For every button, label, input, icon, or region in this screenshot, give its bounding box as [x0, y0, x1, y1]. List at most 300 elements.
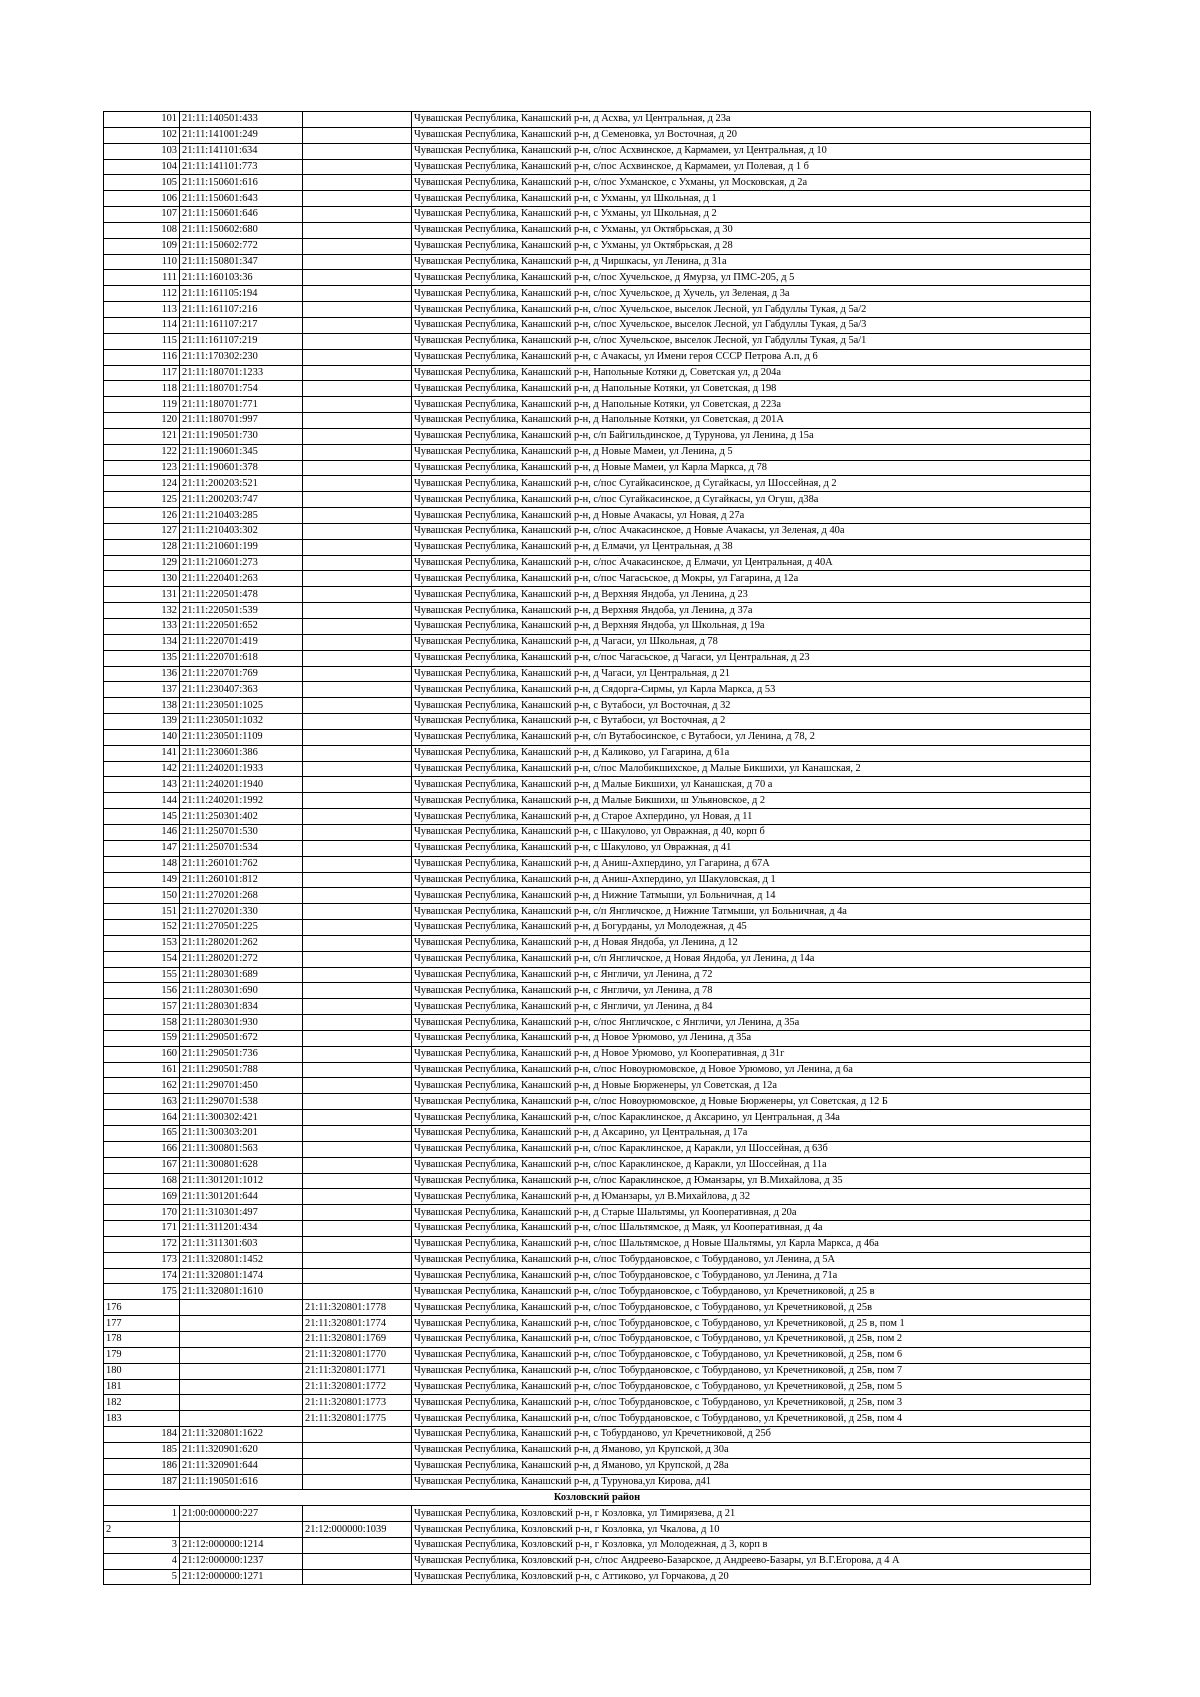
address: Чувашская Республика, Канашский р-н, д Чагаси, ул Школьная, д 78 — [412, 634, 1091, 650]
cadastral-number-secondary — [303, 381, 412, 397]
registry-table — [103, 111, 1091, 1585]
cadastral-number: 21:11:161105:194 — [180, 286, 303, 302]
table-row — [104, 207, 1091, 223]
table-row — [104, 840, 1091, 856]
address: Чувашская Республика, Канашский р-н, с Ухманы, ул Школьная, д 2 — [412, 207, 1091, 223]
table-row — [104, 1379, 1091, 1395]
row-number: 3 — [104, 1537, 180, 1553]
table-row — [104, 650, 1091, 666]
cadastral-number-secondary — [303, 397, 412, 413]
address: Чувашская Республика, Канашский р-н, с/пос Чагасьское, д Мокры, ул Гагарина, д 12а — [412, 571, 1091, 587]
address: Чувашская Республика, Канашский р-н, д Новые Мамеи, ул Карла Маркса, д 78 — [412, 460, 1091, 476]
cadastral-number — [180, 1300, 303, 1316]
cadastral-number-secondary — [303, 207, 412, 223]
cadastral-number: 21:11:270201:330 — [180, 904, 303, 920]
row-number: 136 — [104, 666, 180, 682]
row-number: 169 — [104, 1189, 180, 1205]
address: Чувашская Республика, Канашский р-н, с Янгличи, ул Ленина, д 84 — [412, 999, 1091, 1015]
address: Чувашская Республика, Канашский р-н, д Напольные Котяки, ул Советская, д 201А — [412, 413, 1091, 429]
cadastral-number-secondary — [303, 698, 412, 714]
table-row — [104, 349, 1091, 365]
address: Чувашская Республика, Канашский р-н, с/пос Тобурдановское, с Тобурданово, ул Кречетниковой, д 25в, пом 7 — [412, 1363, 1091, 1379]
cadastral-number: 21:11:320801:1452 — [180, 1252, 303, 1268]
table-row — [104, 904, 1091, 920]
cadastral-number-secondary — [303, 444, 412, 460]
cadastral-number: 21:11:161107:216 — [180, 302, 303, 318]
table-row — [104, 222, 1091, 238]
cadastral-number-secondary: 21:11:320801:1772 — [303, 1379, 412, 1395]
address: Чувашская Республика, Козловский р-н, г Козловка, ул Молодежная, д 3, корп в — [412, 1537, 1091, 1553]
table-row — [104, 413, 1091, 429]
address: Чувашская Республика, Канашский р-н, с Ухманы, ул Школьная, д 1 — [412, 191, 1091, 207]
address: Чувашская Республика, Канашский р-н, д Аксарино, ул Центральная, д 17а — [412, 1126, 1091, 1142]
address: Чувашская Республика, Канашский р-н, с Янгличи, ул Ленина, д 78 — [412, 983, 1091, 999]
row-number: 161 — [104, 1062, 180, 1078]
cadastral-number-secondary — [303, 745, 412, 761]
address: Чувашская Республика, Канашский р-н, с/пос Тобурдановское, с Тобурданово, ул Ленина, д 71а — [412, 1268, 1091, 1284]
table-row — [104, 793, 1091, 809]
cadastral-number: 21:11:160103:36 — [180, 270, 303, 286]
row-number: 152 — [104, 920, 180, 936]
table-row — [104, 270, 1091, 286]
address: Чувашская Республика, Канашский р-н, с/пос Тобурдановское, с Тобурданово, ул Кречетниковой, д 25в, пом 5 — [412, 1379, 1091, 1395]
address: Чувашская Республика, Канашский р-н, с Ухманы, ул Октябрьская, д 28 — [412, 238, 1091, 254]
cadastral-number: 21:11:240201:1933 — [180, 761, 303, 777]
cadastral-number: 21:11:230407:363 — [180, 682, 303, 698]
table-row — [104, 1015, 1091, 1031]
cadastral-number-secondary — [303, 1078, 412, 1094]
table-row — [104, 714, 1091, 730]
address: Чувашская Республика, Канашский р-н, с/пос Новоурюмовское, д Новое Урюмово, ул Ленина, д 6а — [412, 1062, 1091, 1078]
address: Чувашская Республика, Канашский р-н, с/пос Тобурдановское, с Тобурданово, ул Кречетниковой, д 25в — [412, 1300, 1091, 1316]
address: Чувашская Республика, Канашский р-н, д Малые Бикшихи, ш Ульяновское, д 2 — [412, 793, 1091, 809]
address: Чувашская Республика, Канашский р-н, с/пос Тобурдановское, с Тобурданово, ул Кречетниковой, д 25в, пом 4 — [412, 1411, 1091, 1427]
table-row — [104, 397, 1091, 413]
row-number: 115 — [104, 333, 180, 349]
row-number: 126 — [104, 508, 180, 524]
address: Чувашская Республика, Канашский р-н, д Старое Ахпердино, ул Новая, д 11 — [412, 809, 1091, 825]
row-number: 111 — [104, 270, 180, 286]
cadastral-number-secondary — [303, 365, 412, 381]
cadastral-number: 21:11:270501:225 — [180, 920, 303, 936]
cadastral-number: 21:11:280301:690 — [180, 983, 303, 999]
table-row — [104, 603, 1091, 619]
cadastral-number: 21:11:141001:249 — [180, 127, 303, 143]
address: Чувашская Республика, Канашский р-н, с/пос Хучельское, д Хучель, ул Зеленая, д 3а — [412, 286, 1091, 302]
row-number: 149 — [104, 872, 180, 888]
table-row — [104, 729, 1091, 745]
cadastral-number: 21:11:300801:563 — [180, 1141, 303, 1157]
row-number: 131 — [104, 587, 180, 603]
cadastral-number: 21:11:210601:273 — [180, 555, 303, 571]
cadastral-number-secondary — [303, 1046, 412, 1062]
table-row — [104, 112, 1091, 128]
cadastral-number-secondary — [303, 1221, 412, 1237]
row-number: 105 — [104, 175, 180, 191]
cadastral-number: 21:11:220701:419 — [180, 634, 303, 650]
address: Чувашская Республика, Канашский р-н, с/пос Шальтямское, д Новые Шальтямы, ул Карла Маркса, д 46а — [412, 1236, 1091, 1252]
address: Чувашская Республика, Канашский р-н, д Аниш-Ахпердино, ул Гагарина, д 67А — [412, 856, 1091, 872]
cadastral-number: 21:11:311301:603 — [180, 1236, 303, 1252]
cadastral-number — [180, 1395, 303, 1411]
cadastral-number: 21:11:270201:268 — [180, 888, 303, 904]
cadastral-number-secondary — [303, 1062, 412, 1078]
row-number: 151 — [104, 904, 180, 920]
cadastral-number: 21:11:301201:644 — [180, 1189, 303, 1205]
row-number: 107 — [104, 207, 180, 223]
row-number: 106 — [104, 191, 180, 207]
table-row — [104, 1236, 1091, 1252]
cadastral-number-secondary — [303, 571, 412, 587]
row-number: 134 — [104, 634, 180, 650]
table-row — [104, 1569, 1091, 1585]
row-number: 163 — [104, 1094, 180, 1110]
cadastral-number: 21:11:161107:217 — [180, 317, 303, 333]
cadastral-number-secondary — [303, 1189, 412, 1205]
address: Чувашская Республика, Канашский р-н, д Новая Яндоба, ул Ленина, д 12 — [412, 935, 1091, 951]
cadastral-number: 21:11:200203:521 — [180, 476, 303, 492]
address: Чувашская Республика, Козловский р-н, с Аттиково, ул Горчакова, д 20 — [412, 1569, 1091, 1585]
cadastral-number-secondary — [303, 1126, 412, 1142]
cadastral-number-secondary — [303, 1268, 412, 1284]
cadastral-number: 21:11:150601:646 — [180, 207, 303, 223]
cadastral-number: 21:11:300303:201 — [180, 1126, 303, 1142]
cadastral-number: 21:11:150601:616 — [180, 175, 303, 191]
cadastral-number: 21:11:180701:771 — [180, 397, 303, 413]
table-row — [104, 1316, 1091, 1332]
cadastral-number-secondary — [303, 920, 412, 936]
row-number: 173 — [104, 1252, 180, 1268]
cadastral-number-secondary: 21:12:000000:1039 — [303, 1522, 412, 1538]
row-number: 185 — [104, 1442, 180, 1458]
row-number: 174 — [104, 1268, 180, 1284]
cadastral-number: 21:11:190601:345 — [180, 444, 303, 460]
row-number: 110 — [104, 254, 180, 270]
address: Чувашская Республика, Канашский р-н, с/п Янгличское, д Нижние Татмыши, ул Больничная, д 4а — [412, 904, 1091, 920]
cadastral-number: 21:11:280301:689 — [180, 967, 303, 983]
row-number: 156 — [104, 983, 180, 999]
cadastral-number: 21:11:320801:1610 — [180, 1284, 303, 1300]
cadastral-number-secondary — [303, 1284, 412, 1300]
address: Чувашская Республика, Канашский р-н, с/пос Караклинское, д Аксарино, ул Центральная, д 34а — [412, 1110, 1091, 1126]
row-number: 154 — [104, 951, 180, 967]
cadastral-number: 21:11:290501:736 — [180, 1046, 303, 1062]
address: Чувашская Республика, Канашский р-н, д Напольные Котяки, ул Советская, д 223а — [412, 397, 1091, 413]
address: Чувашская Республика, Канашский р-н, с Ачакасы, ул Имени героя СССР Петрова А.п, д 6 — [412, 349, 1091, 365]
row-number: 144 — [104, 793, 180, 809]
address: Чувашская Республика, Канашский р-н, д Верхняя Яндоба, ул Школьная, д 19а — [412, 619, 1091, 635]
cadastral-number-secondary — [303, 555, 412, 571]
cadastral-number-secondary — [303, 714, 412, 730]
row-number: 143 — [104, 777, 180, 793]
address: Чувашская Республика, Канашский р-н, с Янгличи, ул Ленина, д 72 — [412, 967, 1091, 983]
address: Чувашская Республика, Канашский р-н, с/пос Шальтямское, д Маяк, ул Кооперативная, д 4а — [412, 1221, 1091, 1237]
table-row — [104, 698, 1091, 714]
row-number: 109 — [104, 238, 180, 254]
table-row — [104, 286, 1091, 302]
cadastral-number: 21:11:250701:530 — [180, 824, 303, 840]
table-row — [104, 1078, 1091, 1094]
row-number: 104 — [104, 159, 180, 175]
cadastral-number-secondary — [303, 967, 412, 983]
address: Чувашская Республика, Канашский р-н, д Юманзары, ул В.Михайлова, д 32 — [412, 1189, 1091, 1205]
address: Чувашская Республика, Канашский р-н, д Семеновка, ул Восточная, д 20 — [412, 127, 1091, 143]
cadastral-number-secondary — [303, 539, 412, 555]
row-number: 118 — [104, 381, 180, 397]
cadastral-number-secondary — [303, 1506, 412, 1522]
row-number: 184 — [104, 1427, 180, 1443]
address: Чувашская Республика, Канашский р-н, д Турунова,ул Кирова, д41 — [412, 1474, 1091, 1490]
row-number: 133 — [104, 619, 180, 635]
row-number: 179 — [104, 1347, 180, 1363]
table-row — [104, 317, 1091, 333]
table-row — [104, 143, 1091, 159]
cadastral-number-secondary — [303, 1474, 412, 1490]
cadastral-number-secondary — [303, 1015, 412, 1031]
row-number: 117 — [104, 365, 180, 381]
cadastral-number: 21:11:280301:834 — [180, 999, 303, 1015]
cadastral-number: 21:11:180701:754 — [180, 381, 303, 397]
address: Чувашская Республика, Канашский р-н, д Верхняя Яндоба, ул Ленина, д 23 — [412, 587, 1091, 603]
address: Чувашская Республика, Канашский р-н, д Сядорга-Сирмы, ул Карла Маркса, д 53 — [412, 682, 1091, 698]
address: Чувашская Республика, Канашский р-н, с/пос Хучельское, д Ямурза, ул ПМС-205, д 5 — [412, 270, 1091, 286]
row-number: 158 — [104, 1015, 180, 1031]
cadastral-number-secondary — [303, 983, 412, 999]
row-number: 2 — [104, 1522, 180, 1538]
cadastral-number — [180, 1347, 303, 1363]
table-row — [104, 476, 1091, 492]
address: Чувашская Республика, Канашский р-н, с/пос Тобурдановское, с Тобурданово, ул Кречетниковой, д 25в, пом 3 — [412, 1395, 1091, 1411]
cadastral-number: 21:11:190501:616 — [180, 1474, 303, 1490]
table-row — [104, 1157, 1091, 1173]
cadastral-number: 21:11:210601:199 — [180, 539, 303, 555]
address: Чувашская Республика, Канашский р-н, с/пос Хучельское, выселок Лесной, ул Габдуллы Тукая, д 5а/2 — [412, 302, 1091, 318]
row-number: 122 — [104, 444, 180, 460]
cadastral-number-secondary — [303, 349, 412, 365]
address: Чувашская Республика, Канашский р-н, с/пос Тобурдановское, с Тобурданово, ул Кречетниковой, д 25в, пом 6 — [412, 1347, 1091, 1363]
table-row — [104, 1284, 1091, 1300]
cadastral-number: 21:11:311201:434 — [180, 1221, 303, 1237]
table-row — [104, 983, 1091, 999]
row-number: 182 — [104, 1395, 180, 1411]
table-row — [104, 761, 1091, 777]
address: Чувашская Республика, Канашский р-н, с/пос Хучельское, выселок Лесной, ул Габдуллы Тукая, д 5а/3 — [412, 317, 1091, 333]
cadastral-number-secondary — [303, 1030, 412, 1046]
cadastral-number: 21:11:290501:672 — [180, 1030, 303, 1046]
address: Чувашская Республика, Канашский р-н, д Елмачи, ул Центральная, д 38 — [412, 539, 1091, 555]
table-row — [104, 1141, 1091, 1157]
cadastral-number: 21:11:210403:285 — [180, 508, 303, 524]
cadastral-number-secondary — [303, 1458, 412, 1474]
cadastral-number-secondary — [303, 856, 412, 872]
cadastral-number — [180, 1331, 303, 1347]
cadastral-number: 21:11:230501:1109 — [180, 729, 303, 745]
row-number: 181 — [104, 1379, 180, 1395]
table-row — [104, 1030, 1091, 1046]
cadastral-number-secondary — [303, 1205, 412, 1221]
address: Чувашская Республика, Канашский р-н, с/п Байгильдинское, д Турунова, ул Ленина, д 15а — [412, 428, 1091, 444]
table-row — [104, 1300, 1091, 1316]
address: Чувашская Республика, Канашский р-н, с/пос Караклинское, д Каракли, ул Шоссейная, д 63б — [412, 1141, 1091, 1157]
table-row — [104, 999, 1091, 1015]
cadastral-number-secondary — [303, 1537, 412, 1553]
table-row — [104, 571, 1091, 587]
cadastral-number: 21:11:230601:386 — [180, 745, 303, 761]
row-number: 108 — [104, 222, 180, 238]
cadastral-number-secondary — [303, 840, 412, 856]
cadastral-number: 21:11:150602:772 — [180, 238, 303, 254]
row-number: 140 — [104, 729, 180, 745]
cadastral-number-secondary — [303, 951, 412, 967]
row-number: 145 — [104, 809, 180, 825]
address: Чувашская Республика, Канашский р-н, д Аниш-Ахпердино, ул Шакуловская, д 1 — [412, 872, 1091, 888]
cadastral-number-secondary — [303, 729, 412, 745]
address: Чувашская Республика, Канашский р-н, с/пос Сугайкасинское, д Сугайкасы, ул Шоссейная, д 2 — [412, 476, 1091, 492]
table-row — [104, 492, 1091, 508]
cadastral-number-secondary — [303, 1569, 412, 1585]
table-row — [104, 587, 1091, 603]
table-row — [104, 1268, 1091, 1284]
row-number: 113 — [104, 302, 180, 318]
row-number: 170 — [104, 1205, 180, 1221]
table-row — [104, 1173, 1091, 1189]
cadastral-number: 21:11:240201:1940 — [180, 777, 303, 793]
cadastral-number: 21:11:300302:421 — [180, 1110, 303, 1126]
section-heading-row — [104, 1490, 1091, 1506]
table-row — [104, 1474, 1091, 1490]
cadastral-number-secondary — [303, 191, 412, 207]
row-number: 5 — [104, 1569, 180, 1585]
cadastral-number: 21:12:000000:1214 — [180, 1537, 303, 1553]
address: Чувашская Республика, Канашский р-н, д Яманово, ул Крупской, д 30а — [412, 1442, 1091, 1458]
cadastral-number-secondary — [303, 1427, 412, 1443]
table-row — [104, 1506, 1091, 1522]
row-number: 119 — [104, 397, 180, 413]
cadastral-number: 21:11:161107:219 — [180, 333, 303, 349]
cadastral-number: 21:11:250301:402 — [180, 809, 303, 825]
cadastral-number: 21:11:220501:478 — [180, 587, 303, 603]
cadastral-number: 21:11:230501:1025 — [180, 698, 303, 714]
address: Чувашская Республика, Канашский р-н, с/пос Чагасьское, д Чагаси, ул Центральная, д 23 — [412, 650, 1091, 666]
cadastral-number-secondary — [303, 809, 412, 825]
cadastral-number — [180, 1411, 303, 1427]
cadastral-number: 21:11:210403:302 — [180, 523, 303, 539]
cadastral-number: 21:11:320901:620 — [180, 1442, 303, 1458]
row-number: 165 — [104, 1126, 180, 1142]
cadastral-number: 21:11:290501:788 — [180, 1062, 303, 1078]
row-number: 114 — [104, 317, 180, 333]
table-row — [104, 1094, 1091, 1110]
address: Чувашская Республика, Канашский р-н, д Богурданы, ул Молодежная, д 45 — [412, 920, 1091, 936]
table-row — [104, 951, 1091, 967]
cadastral-number: 21:11:230501:1032 — [180, 714, 303, 730]
cadastral-number-secondary — [303, 508, 412, 524]
address: Чувашская Республика, Канашский р-н, д Чиршкасы, ул Ленина, д 31а — [412, 254, 1091, 270]
cadastral-number-secondary — [303, 270, 412, 286]
cadastral-number: 21:11:220501:652 — [180, 619, 303, 635]
row-number: 180 — [104, 1363, 180, 1379]
address: Чувашская Республика, Канашский р-н, с/пос Караклинское, д Юманзары, ул В.Михайлова, д 35 — [412, 1173, 1091, 1189]
row-number: 187 — [104, 1474, 180, 1490]
table-row — [104, 1553, 1091, 1569]
row-number: 186 — [104, 1458, 180, 1474]
table-row — [104, 777, 1091, 793]
address: Чувашская Республика, Канашский р-н, с Вутабоси, ул Восточная, д 2 — [412, 714, 1091, 730]
cadastral-number: 21:12:000000:1237 — [180, 1553, 303, 1569]
row-number: 139 — [104, 714, 180, 730]
cadastral-number: 21:11:180701:1233 — [180, 365, 303, 381]
address: Чувашская Республика, Канашский р-н, с/пос Ухманское, с Ухманы, ул Московская, д 2а — [412, 175, 1091, 191]
address: Чувашская Республика, Канашский р-н, д Новое Урюмово, ул Кооперативная, д 31г — [412, 1046, 1091, 1062]
cadastral-number: 21:11:250701:534 — [180, 840, 303, 856]
cadastral-number-secondary — [303, 619, 412, 635]
table-row — [104, 1347, 1091, 1363]
cadastral-number-secondary — [303, 824, 412, 840]
cadastral-number-secondary — [303, 413, 412, 429]
address: Чувашская Республика, Канашский р-н, с/пос Асхвинское, д Кармамеи, ул Центральная, д 10 — [412, 143, 1091, 159]
address: Чувашская Республика, Канашский р-н, с/пос Ачакасинское, д Новые Ачакасы, ул Зеленая, д 40а — [412, 523, 1091, 539]
cadastral-number: 21:11:200203:747 — [180, 492, 303, 508]
cadastral-number-secondary — [303, 333, 412, 349]
table-row — [104, 302, 1091, 318]
cadastral-number-secondary: 21:11:320801:1774 — [303, 1316, 412, 1332]
row-number: 138 — [104, 698, 180, 714]
cadastral-number-secondary — [303, 492, 412, 508]
row-number: 125 — [104, 492, 180, 508]
table-row — [104, 238, 1091, 254]
cadastral-number-secondary: 21:11:320801:1773 — [303, 1395, 412, 1411]
row-number: 148 — [104, 856, 180, 872]
row-number: 147 — [104, 840, 180, 856]
row-number: 162 — [104, 1078, 180, 1094]
row-number: 178 — [104, 1331, 180, 1347]
cadastral-number: 21:11:190601:378 — [180, 460, 303, 476]
cadastral-number-secondary — [303, 1094, 412, 1110]
row-number: 177 — [104, 1316, 180, 1332]
table-row — [104, 381, 1091, 397]
address: Чувашская Республика, Канашский р-н, с/пос Караклинское, д Каракли, ул Шоссейная, д 11а — [412, 1157, 1091, 1173]
row-number: 157 — [104, 999, 180, 1015]
cadastral-number: 21:11:290701:538 — [180, 1094, 303, 1110]
row-number: 167 — [104, 1157, 180, 1173]
row-number: 168 — [104, 1173, 180, 1189]
cadastral-number-secondary — [303, 761, 412, 777]
table-row — [104, 682, 1091, 698]
cadastral-number-secondary — [303, 682, 412, 698]
row-number: 155 — [104, 967, 180, 983]
row-number: 102 — [104, 127, 180, 143]
cadastral-number: 21:11:320801:1622 — [180, 1427, 303, 1443]
address: Чувашская Республика, Канашский р-н, с Вутабоси, ул Восточная, д 32 — [412, 698, 1091, 714]
address: Чувашская Республика, Канашский р-н, д Каликово, ул Гагарина, д 61а — [412, 745, 1091, 761]
table-row — [104, 508, 1091, 524]
address: Чувашская Республика, Канашский р-н, с/п Вутабосинское, с Вутабоси, ул Ленина, д 78, 2 — [412, 729, 1091, 745]
address: Чувашская Республика, Канашский р-н, с Тобурданово, ул Кречетниковой, д 25б — [412, 1427, 1091, 1443]
cadastral-number-secondary — [303, 1110, 412, 1126]
table-row — [104, 824, 1091, 840]
table-row — [104, 1537, 1091, 1553]
row-number: 159 — [104, 1030, 180, 1046]
table-row — [104, 1363, 1091, 1379]
table-row — [104, 935, 1091, 951]
cadastral-number-secondary — [303, 175, 412, 191]
cadastral-number-secondary — [303, 127, 412, 143]
row-number: 121 — [104, 428, 180, 444]
cadastral-number: 21:11:190501:730 — [180, 428, 303, 444]
table-row — [104, 539, 1091, 555]
address: Чувашская Республика, Канашский р-н, д Чагаси, ул Центральная, д 21 — [412, 666, 1091, 682]
table-row — [104, 888, 1091, 904]
